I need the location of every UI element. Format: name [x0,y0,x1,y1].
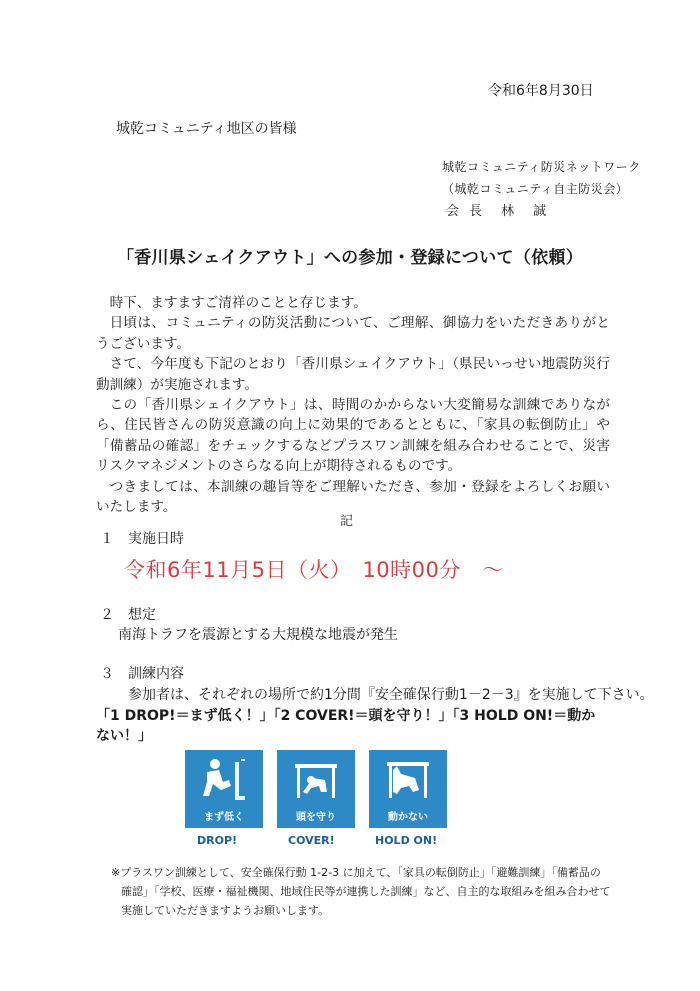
section-heading-training: ３ 訓練内容 [100,666,184,682]
footnote-line: 確認」「学校、医療・福祉機関、地域住民等が連携した訓練」など、自主的な取組みを組み合わせて [121,885,611,898]
ki-marker: 記 [340,514,354,529]
sender-sub-organization: （城乾コミュニティ自主防災会） [442,182,629,196]
shakeout-icons [185,750,447,852]
addressee: 城乾コミュニティ地区の皆様 [116,121,297,137]
cover-icon [291,756,341,800]
section-heading-datetime: １ 実施日時 [100,531,184,547]
cover-english-label: COVER! [288,834,335,847]
hold-on-panel [369,750,447,828]
training-detail: 参加者は、それぞれの場所で約1分間『安全確保行動1－2－3』を実施して下さい。 [128,687,654,703]
document-date: 令和6年8月30日 [488,83,594,99]
body-paragraph: この「香川県シェイクアウト」は、時間のかからない大変簡易な訓練でありながら、住民皆さんの防災意識の向上に効果的であるとともに、「家具の転倒防止」や「備蓄品の確認」をチェックするなどプラスワン訓練を組み合わせることで、災害リスクマネジメントのさらなる向上が期待されるものです。 [96,397,610,475]
body-paragraph: さて、今年度も下記のとおり「香川県シェイクアウト」（県民いっせい地震防災行動訓練）が実施されます。 [96,356,610,393]
sender-name: 会 長 林 誠 [446,204,550,219]
body-paragraph: 時下、ますますご清祥のことと存じます。 [109,295,367,311]
section-heading-scenario: ２ 想定 [100,607,156,623]
hold-on-label: 動かない [388,812,428,823]
hold-on-icon [383,756,433,800]
footnote [111,863,611,920]
training-steps: 「1 DROP!＝まず低く！」「2 COVER!＝頭を守り！」「3 HOLD ON!＝動かない！」 [96,708,596,744]
event-datetime: 令和6年11月5日（火） 10時00分 ～ [124,558,504,582]
drop-panel [185,750,263,828]
document-title: 「香川県シェイクアウト」への参加・登録について（依頼） [116,248,584,268]
sender-organization: 城乾コミュニティ防災ネットワーク [442,160,641,174]
footnote-line: ※プラスワン訓練として、安全確保行動 1-2-3 に加えて、「家具の転倒防止」「避難訓練」「備蓄品の [111,866,601,879]
letter-body [96,293,610,517]
scenario-detail: 南海トラフを震源とする大規模な地震が発生 [118,627,398,643]
drop-icon [199,756,249,800]
footnote-line: 実施していただきますようお願いします。 [121,904,330,917]
drop-english-label: DROP! [197,834,238,847]
hold-on-english-label: HOLD ON! [375,834,438,847]
cover-label: 頭を守り [296,812,336,823]
body-paragraph: つきましては、本訓練の趣旨等をご理解いただき、参加・登録をよろしくお願いいたします。 [96,478,610,516]
cover-panel [277,750,355,828]
body-paragraph: 日頃は、コミュニティの防災活動について、ご理解、御協力をいただきありがとうございます。 [96,315,610,352]
drop-label: まず低く [204,812,244,823]
